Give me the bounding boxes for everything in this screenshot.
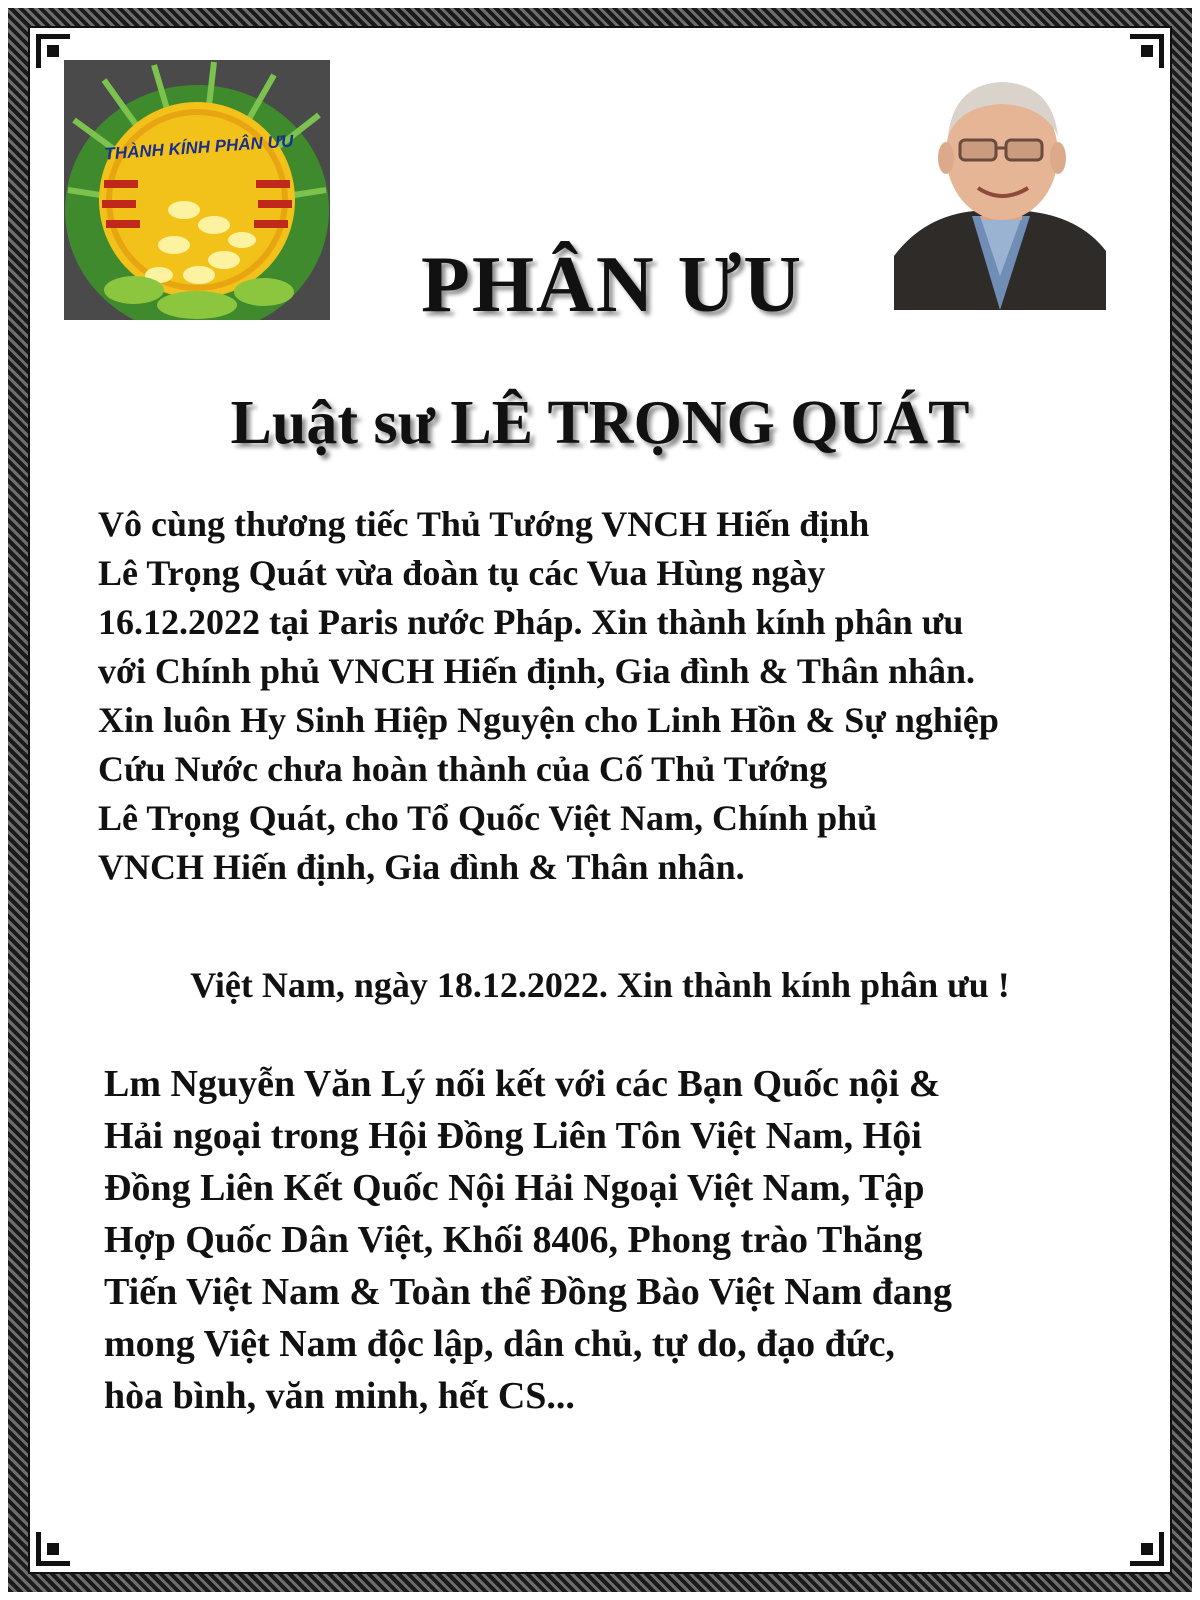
wreath-banner-text: THÀNH KÍNH PHÂN ƯU <box>103 131 295 164</box>
date-line: Việt Nam, ngày 18.12.2022. Xin thành kính phân ưu ! <box>190 965 1010 1005</box>
message-line: Xin luôn Hy Sinh Hiệp Nguyện cho Linh Hồn & Sự nghiệp <box>98 700 999 740</box>
signature-block <box>104 1058 1144 1422</box>
portrait-photo <box>894 66 1106 310</box>
message-line: 16.12.2022 tại Paris nước Pháp. Xin thành kính phân ưu <box>98 602 964 642</box>
signature-line: mong Việt Nam độc lập, dân chủ, tự do, đạo đức, <box>104 1323 895 1365</box>
message-line: với Chính phủ VNCH Hiến định, Gia đình & Thân nhân. <box>98 651 976 691</box>
message-line: Cứu Nước chưa hoàn thành của Cố Thủ Tướng <box>98 749 828 789</box>
person-portrait-icon <box>894 66 1106 310</box>
funeral-wreath-image <box>64 60 330 320</box>
page-title: PHÂN ƯU <box>420 241 804 329</box>
wreath-icon <box>64 60 330 320</box>
border-corner-ornament-icon <box>1130 1532 1164 1566</box>
signature-line: Tiến Việt Nam & Toàn thể Đồng Bào Việt Nam đang <box>104 1271 953 1313</box>
signature-line: Hải ngoại trong Hội Đồng Liên Tôn Việt Nam, Hội <box>104 1115 922 1157</box>
message-line: Lê Trọng Quát, cho Tổ Quốc Việt Nam, Chính phủ <box>98 798 878 838</box>
condolence-message <box>98 500 1138 892</box>
message-line: Lê Trọng Quát vừa đoàn tụ các Vua Hùng ngày <box>98 553 826 593</box>
deceased-name: Luật sư LÊ TRỌNG QUÁT <box>230 389 970 457</box>
border-corner-ornament-icon <box>36 1532 70 1566</box>
border-corner-ornament-icon <box>1130 34 1164 68</box>
message-line: Vô cùng thương tiếc Thủ Tướng VNCH Hiến định <box>98 504 870 544</box>
signature-line: Lm Nguyễn Văn Lý nối kết với các Bạn Quốc nội & <box>104 1063 941 1105</box>
message-line: VNCH Hiến định, Gia đình & Thân nhân. <box>98 847 745 887</box>
signature-line: hòa bình, văn minh, hết CS... <box>104 1375 575 1417</box>
signature-line: Đồng Liên Kết Quốc Nội Hải Ngoại Việt Nam, Tập <box>104 1167 925 1209</box>
signature-line: Hợp Quốc Dân Việt, Khối 8406, Phong trào Thăng <box>104 1219 923 1261</box>
